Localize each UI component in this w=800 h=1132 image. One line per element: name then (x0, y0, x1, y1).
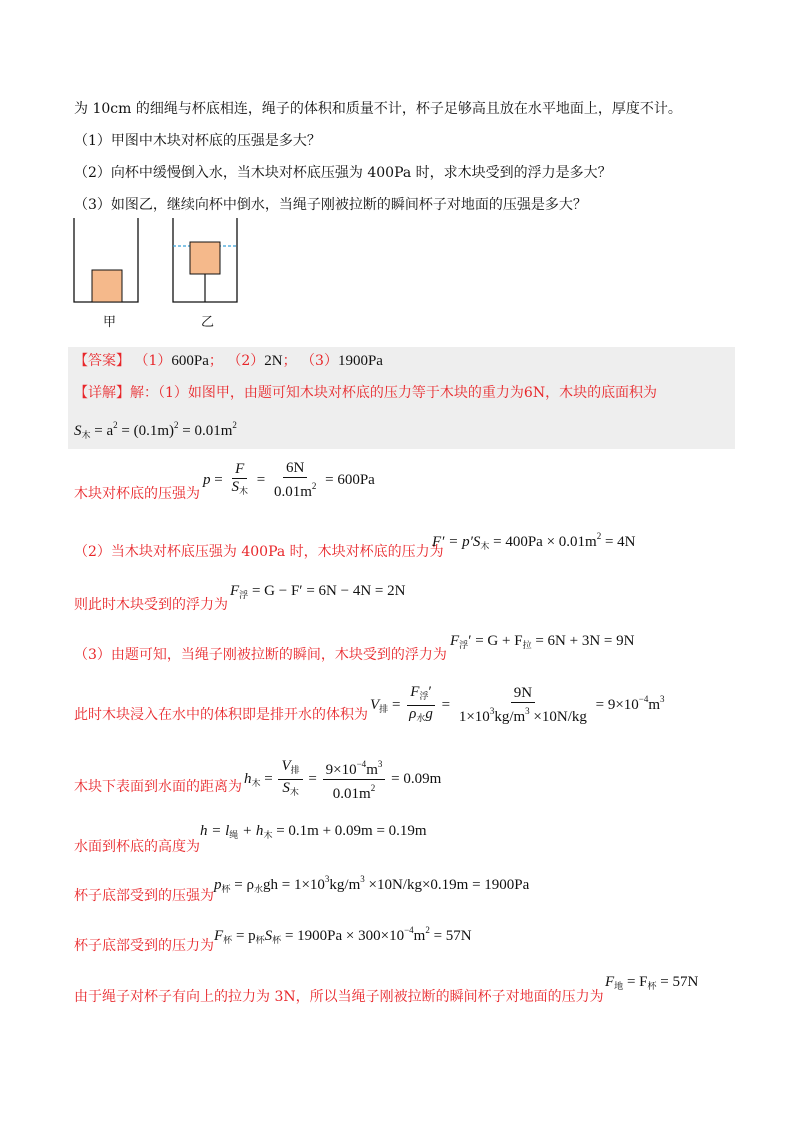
s9-midsub: 杯 (255, 935, 265, 945)
s6-hsub: 木 (251, 777, 261, 788)
step8-text: 杯子底部受到的压强为 (74, 888, 214, 904)
step2-formula (432, 531, 636, 552)
s5-num1: F (410, 684, 420, 700)
s8-mid: = ρ (230, 877, 254, 893)
s1-num-v: 6N (283, 460, 307, 478)
question-3: （3）如图乙，继续向杯中倒水，当绳子刚被拉断的瞬间杯子对地面的压强是多大？ (74, 197, 587, 213)
answer-part-2: （2） (227, 353, 265, 369)
s5-num1-sub: 浮 (419, 691, 429, 701)
step7-text: 水面到杯底的高度为 (74, 839, 200, 855)
step9-formula (214, 925, 472, 946)
step2-text: （2）当木块对杯底压强为 400Pa 时，木块对杯底的压力为 (74, 544, 444, 560)
s2-sub: 木 (480, 541, 490, 551)
question-1: （1）甲图中木块对杯底的压强是多大？ (74, 133, 321, 149)
s10-f: F (605, 974, 615, 990)
s6-num2-sup: −4 (356, 759, 367, 769)
step10-text: 由于绳子对杯子有向上的拉力为 3N，所以当绳子刚被拉断的瞬间杯子对地面的压力为 (74, 989, 604, 1005)
s9-sup2: 2 (425, 925, 430, 935)
s3-rest: = G − F′ = 6N − 4N = 2N (248, 583, 406, 599)
s8-p: p (214, 877, 222, 893)
s1-den-v: 0.01m (273, 484, 312, 500)
formula-s: S (74, 423, 82, 439)
s5-den2-rest: kg/m (494, 709, 526, 725)
s9-sup: −4 (404, 925, 414, 935)
s5-res-sup: −4 (638, 693, 649, 704)
step10-formula (605, 974, 698, 992)
answer-value-1: 600Pa (171, 353, 209, 369)
step3-text: 则此时木块受到的浮力为 (74, 597, 228, 613)
detail-tag: 【详解】 (74, 385, 130, 401)
figure-diagram (70, 212, 250, 334)
s2-rest: = 400Pa × 0.01m (489, 534, 597, 550)
s3-sub: 浮 (239, 590, 249, 600)
s4-sub: 浮 (459, 640, 469, 650)
s7-b: + h (238, 823, 264, 839)
s5-vsub: 排 (379, 703, 389, 714)
answer-value-3: 1900Pa (337, 353, 383, 369)
s4-mid: ′ = G + F (468, 633, 523, 649)
formula-c: = 0.01m (178, 423, 233, 439)
s6-den1: S (282, 780, 290, 796)
s8-rest: gh = 1×10 (262, 877, 325, 893)
answer-tag: 【答案】 (74, 353, 130, 369)
s5-res: = 9×10 (595, 696, 639, 713)
s8-sup: 3 (324, 874, 330, 884)
s9-rest3: = 57N (429, 928, 472, 944)
s5-res-unit: m (648, 696, 661, 713)
s6-h: h (244, 770, 252, 787)
s9-mid: = p (232, 928, 256, 944)
cup-jia (74, 218, 138, 302)
s9-f: F (214, 928, 224, 944)
formula-s-sub: 木 (81, 430, 91, 440)
s8-rest3: ×10N/kg×0.19m = 1900Pa (364, 877, 530, 893)
figure-label-yi: 乙 (201, 315, 215, 330)
s7-bsub: 木 (263, 830, 273, 840)
sup-2b: 2 (174, 420, 179, 430)
s1-den-s: S (231, 479, 239, 495)
step4-formula (450, 633, 634, 651)
s6-den2: 0.01m (332, 786, 371, 802)
formula-a: = a (90, 423, 114, 439)
s5-v: V (370, 696, 380, 713)
s6-num2-sup3: 3 (377, 759, 383, 769)
s6-res: = 0.09m (391, 770, 442, 787)
s5-res-sup2: 3 (660, 693, 665, 704)
s4-rest: = 6N + 3N = 9N (531, 633, 635, 649)
step9-text: 杯子底部受到的压力为 (74, 938, 214, 954)
s8-rest2: kg/m (329, 877, 361, 893)
s1-num-f: F (235, 461, 245, 477)
s7-asub: 绳 (229, 830, 239, 840)
sup-2c: 2 (232, 420, 237, 430)
answer-sep-1: ； (208, 353, 223, 369)
step1-formula: p = $\frac{F}{S_木}$ = $\frac{6N}{0.01m^2}$ = 600Pa (203, 460, 375, 500)
step5-formula: $V_排$ = $\frac{F_浮'}{\rho_水g}$ = $\frac{9N}{1\times 10^3kg/m^3 \times 10N/kg}$ = $9\times 10^{-4}m^3$ (370, 684, 665, 725)
s9-fsub: 杯 (223, 935, 233, 945)
s7-rest: = 0.1m + 0.09m = 0.19m (272, 823, 427, 839)
s6-num2: 9×10 (325, 762, 357, 778)
s7-a: h = l (200, 823, 230, 839)
s4-f: F (450, 633, 460, 649)
question-intro: 为 10cm 的细绳与杯底相连，绳子的体积和质量不计，杯子足够高且放在水平地面上，厚度不计。 (74, 101, 682, 117)
figure-label-jia: 甲 (103, 315, 117, 330)
formula-area (74, 420, 237, 441)
s10-rest: = 57N (656, 974, 699, 990)
step1-text: 木块对杯底的压强为 (74, 486, 200, 502)
s2-sup: 2 (596, 531, 602, 541)
s6-num2-unit: m (366, 762, 378, 778)
s5-den2-sup2: 3 (525, 706, 530, 716)
step7-formula (200, 823, 427, 841)
s1-result: = 600Pa (325, 471, 375, 488)
s5-den2: 1×10 (458, 709, 490, 725)
s5-den1: ρ (409, 706, 417, 722)
step6-text: 木块下表面到水面的距离为 (74, 779, 242, 795)
detail-text: 解：（1）如图甲，由题可知木块对杯底的压力等于木块的重力为6N，木块的底面积为 (130, 385, 658, 401)
s1-den-sub: 木 (238, 486, 248, 496)
s8-midsub: 水 (253, 884, 263, 894)
detail-line-1 (74, 384, 657, 402)
s10-fsub: 地 (614, 981, 624, 991)
s8-sup2: 3 (360, 874, 365, 884)
step8-formula (214, 874, 529, 895)
s6-den2-sup: 2 (370, 783, 376, 793)
s9-rest: = 1900Pa × 300×10 (281, 928, 405, 944)
step5-text: 此时木块浸入在水中的体积即是排开水的体积为 (74, 707, 368, 723)
s4-sub2: 拉 (522, 640, 532, 650)
s6-num1-sub: 排 (290, 765, 300, 775)
s8-psub: 杯 (221, 884, 231, 894)
step6-formula: $h_木$ = $\frac{V_排}{S_木}$ = $\frac{9\times 10^{-4}m^3}{0.01m^2}$ = 0.09m (244, 758, 442, 802)
answer-line (74, 352, 383, 370)
s6-den1-sub: 木 (289, 787, 299, 797)
s5-den1-g: g (425, 706, 433, 722)
question-2: （2）向杯中缓慢倒入水，当木块对杯底压强为 400Pa 时，求木块受到的浮力是多大？ (74, 165, 612, 181)
wood-block-jia (92, 270, 122, 302)
s9-ssub: 杯 (272, 935, 282, 945)
s5-den2-rest2: ×10N/kg (529, 709, 587, 725)
answer-part-3: （3） (301, 353, 338, 369)
step3-formula (230, 583, 405, 601)
sup-2a: 2 (113, 420, 118, 430)
s1-sup: 2 (311, 481, 317, 491)
answer-sep-2: ； (282, 353, 297, 369)
s5-den2-sup: 3 (489, 706, 495, 716)
formula-b: = (0.1m) (117, 423, 175, 439)
s5-num2: 9N (511, 685, 535, 703)
answer-value-2: 2N (264, 353, 283, 369)
s2-end: = 4N (601, 534, 636, 550)
s9-rest2: m (413, 928, 426, 944)
answer-part-1: （1） (134, 353, 172, 369)
s2-formula: F′ = p′S (432, 534, 481, 550)
wood-block-yi (190, 242, 220, 274)
s10-midsub: 杯 (647, 981, 657, 991)
cup-yi (173, 218, 237, 302)
step4-text: （3）由题可知，当绳子刚被拉断的瞬间，木块受到的浮力为 (74, 647, 447, 663)
s5-den1-sub: 水 (416, 713, 426, 723)
s6-num1: V (281, 758, 291, 774)
s9-s: S (264, 928, 273, 944)
s3-f: F (230, 583, 240, 599)
s10-mid: = F (623, 974, 648, 990)
